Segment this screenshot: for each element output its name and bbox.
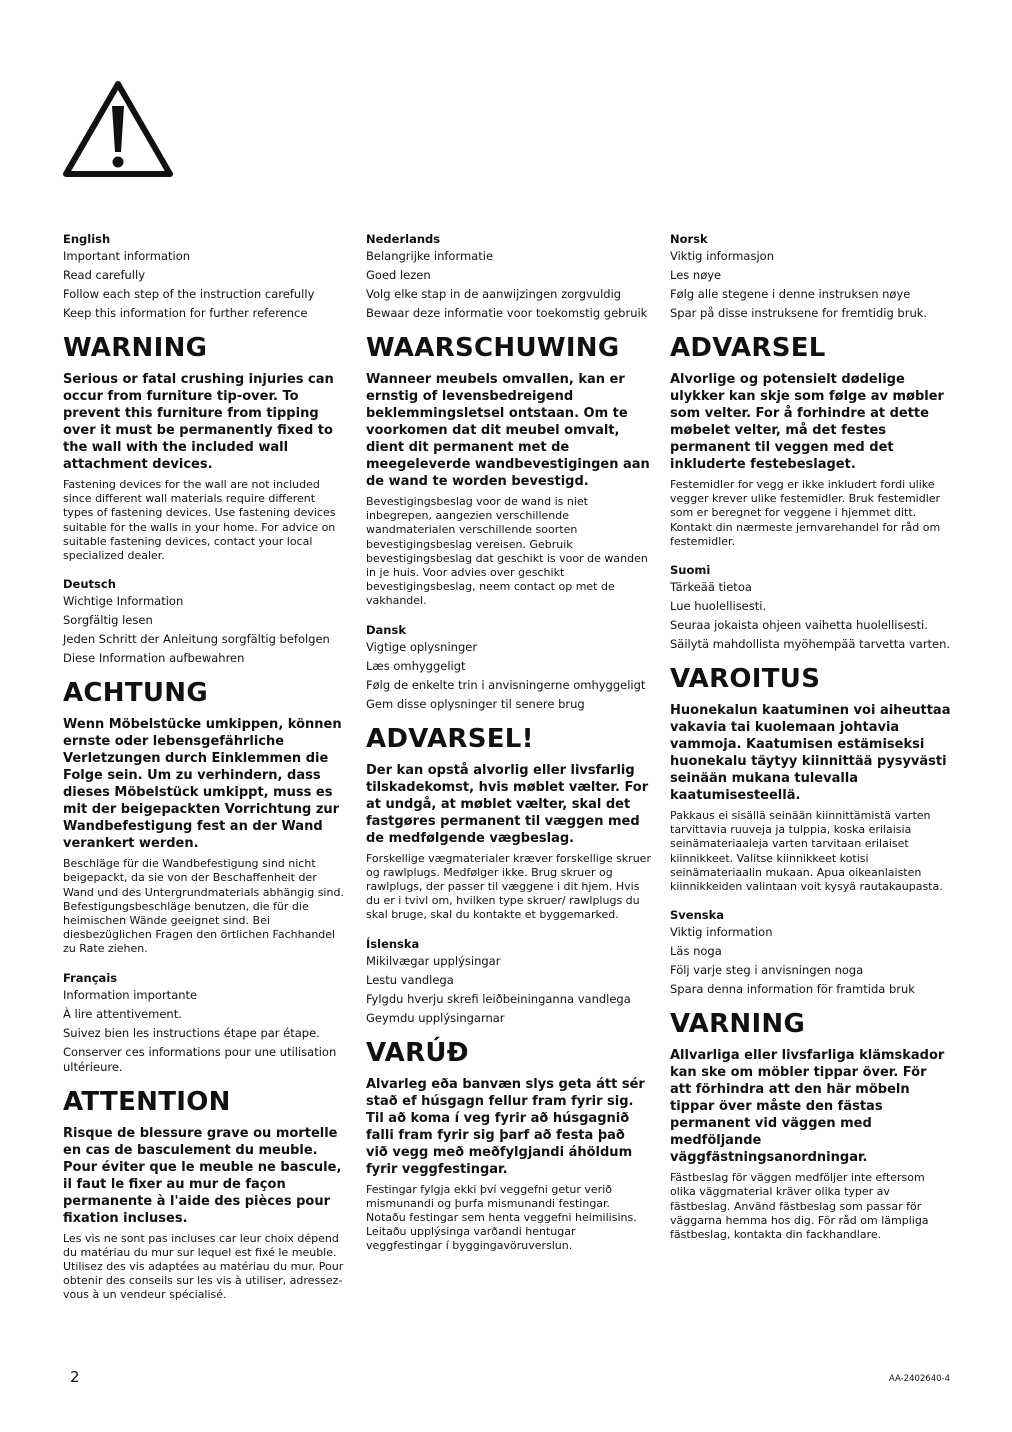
warning-body: Pakkaus ei sisällä seinään kiinnittämistä varten tarvittavia ruuveja ja tulppia, koska erilaisia seinämateriaaleja varten tarvitaan erilaiset kiinnikkeet. Valitse kiinnikkeet kotisi seinämateriaalin mukaan. Apua oikeanlaisten kiinnikkeiden valintaan voit kysyä rautakaupasta. xyxy=(670,809,943,894)
info-line: Diese Information aufbewahren xyxy=(63,651,245,666)
warning-body: Les vis ne sont pas incluses car leur choix dépend du matériau du mur sur lequel est fixé le meuble. Utilisez des vis adaptées au matériau du mur. Pour obtenir des conseils sur les vis à utiliser, adressez-vous à un vendeur spécialisé. xyxy=(63,1231,344,1302)
info-line: Follow each step of the instruction carefully xyxy=(63,287,315,301)
info-line: Important information xyxy=(63,249,191,263)
section-nederlands xyxy=(366,232,651,609)
warning-body: Bevestigingsbeslag voor de wand is niet inbegrepen, aangezien verschillende wandmaterialen verschillende soorten bevestigingsbeslag vereisen. Gebruik bevestigingsbeslag dat geschikt is voor de wanden in je huis. Voor advies over geschikt bevestigingsbeslag, neem contact op met de vakhandel. xyxy=(366,495,648,608)
info-line: Les nøye xyxy=(670,268,722,282)
warning-lead: Alvarleg eða banvæn slys geta átt sér stað ef húsgagn fellur fram fyrir sig. Til að koma í veg fyrir að húsgagnið falli fram fyrir sig þarf að festa það við vegg með meðfylgjandi áhöldum fyrir veggfestingar. xyxy=(366,1076,645,1177)
warning-body: Fästbeslag för väggen medföljer inte eftersom olika väggmaterial kräver olika typer av fästbeslag. Använd fästbeslag som passar för väggarna hemma hos dig. För råd om lämpliga fästbeslag, kontakta din fackhandlare. xyxy=(670,1171,929,1242)
info-line: Viktig information xyxy=(670,925,773,940)
language-heading: Suomi xyxy=(670,563,711,578)
warning-title: ATTENTION xyxy=(63,1086,231,1117)
language-heading: Svenska xyxy=(670,908,725,923)
info-line: Seuraa jokaista ohjeen vaihetta huolellisesti. xyxy=(670,618,928,633)
info-line: Viktig informasjon xyxy=(670,249,774,263)
warning-lead: Wenn Möbelstücke umkippen, können ernste oder lebensgefährliche Verletzungen durch Einklemmen die Folge sein. Um zu verhindern, dass dieses Möbelstück umkippt, muss es mit der beigepackten Vorrichtung zur Wandbefestigung fest an der Wand verankert werden. xyxy=(63,717,342,852)
section-deutsch xyxy=(63,577,348,956)
info-line: Suivez bien les instructions étape par étape. xyxy=(63,1025,320,1040)
page-number: 2 xyxy=(70,1368,80,1386)
warning-lead: Allvarliga eller livsfarliga klämskador kan ske om möbler tippar över. För att förhindra att den här möbeln tippar över måste den fästas permanent vid väggen med medföljande väggfästningsanordningar. xyxy=(670,1048,945,1166)
warning-title: VARNING xyxy=(670,1009,806,1040)
section-norsk xyxy=(670,232,952,549)
warning-title: VARÚÐ xyxy=(366,1037,469,1068)
info-line: Læs omhyggeligt xyxy=(366,658,466,673)
warning-title: WARNING xyxy=(63,333,208,363)
warning-lead: Serious or fatal crushing injuries can occur from furniture tip-over. To prevent this furniture from tipping over it must be permanently fixed to the wall with the included wall attachment devices. xyxy=(63,372,334,472)
info-line: Fylgdu hverju skrefi leiðbeininganna vandlega xyxy=(366,991,631,1006)
language-heading: Norsk xyxy=(670,232,708,246)
info-line: Tärkeää tietoa xyxy=(670,580,752,595)
language-heading: Deutsch xyxy=(63,577,116,592)
info-line: Wichtige Information xyxy=(63,594,184,609)
warning-lead: Risque de blessure grave ou mortelle en cas de basculement du meuble. Pour éviter que le meuble ne bascule, il faut le fixer au mur de façon permanente à l'aide des pièces pour fixation incluses. xyxy=(63,1125,342,1226)
warning-triangle-icon xyxy=(62,80,174,180)
warning-body: Beschläge für die Wandbefestigung sind nicht beigepackt, da sie von der Beschaffenheit der Wand und des Untergrundmaterials abhängig sind. Befestigungsbeschläge benutzen, die für die heimischen Wände geeignet sind. Bei diesbezüglichen Fragen den örtlichen Fachhandel zu Rate ziehen. xyxy=(63,857,344,956)
warning-body: Forskellige vægmaterialer kræver forskellige skruer og rawlplugs. Medfølger ikke. Brug skruer og rawlplugs, der passer til væggene i dit hjem. Hvis du er i tvivl om, hvilken type skruer/ rawlplugs du skal bruge, skal du kontakte et byggemarked. xyxy=(366,851,651,922)
info-line: Conserver ces informations pour une utilisation ultérieure. xyxy=(63,1044,337,1074)
warning-lead: Der kan opstå alvorlig eller livsfarlig tilskadekomst, hvis møblet vælter. For at undgå, at møblet vælter, skal det fastgøres permanent til væggen med de medfølgende vægbeslag. xyxy=(366,762,649,846)
info-line: Lue huolellisesti. xyxy=(670,599,767,614)
info-line: Keep this information for further reference xyxy=(63,306,308,320)
document-code: AA-2402640-4 xyxy=(888,1374,950,1384)
info-line: Läs noga xyxy=(670,944,722,959)
section-francais xyxy=(63,971,348,1303)
info-line: Geymdu upplýsingarnar xyxy=(366,1010,505,1025)
language-heading: Íslenska xyxy=(366,936,420,951)
warning-title: ACHTUNG xyxy=(63,678,209,709)
warning-lead: Alvorlige og potensielt dødelige ulykker kan skje som følge av møbler som velter. For å forhindre at dette møbelet velter, må det festes permanent til veggen med det inkluderte festebeslaget. xyxy=(670,372,944,472)
info-line: Følg alle stegene i denne instruksen nøye xyxy=(670,287,911,301)
section-dansk xyxy=(366,623,651,923)
info-line: Volg elke stap in de aanwijzingen zorgvuldig xyxy=(366,287,622,301)
info-line: Mikilvægar upplýsingar xyxy=(366,953,501,968)
section-islenska xyxy=(366,937,651,1254)
info-line: Belangrijke informatie xyxy=(366,249,494,263)
info-line: Spara denna information för framtida bruk xyxy=(670,982,915,997)
language-heading: English xyxy=(63,232,111,246)
info-line: Read carefully xyxy=(63,268,146,282)
column-1 xyxy=(63,232,348,1303)
info-line: Sorgfältig lesen xyxy=(63,613,153,628)
column-2 xyxy=(366,232,651,1254)
info-line: Följ varje steg i anvisningen noga xyxy=(670,963,864,978)
info-line: Jeden Schritt der Anleitung sorgfältig befolgen xyxy=(63,632,330,647)
language-heading: Français xyxy=(63,970,118,985)
warning-title: ADVARSEL xyxy=(670,333,826,363)
warning-lead: Huonekalun kaatuminen voi aiheuttaa vakavia tai kuolemaan johtavia vammoja. Kaatumisen estämiseksi huonekalu täytyy kiinnittää pysyvästi seinään mukana tulevalla kaatumisesteellä. xyxy=(670,703,951,804)
info-line: Säilytä mahdollista myöhempää tarvetta varten. xyxy=(670,637,951,652)
info-line: Vigtige oplysninger xyxy=(366,639,478,654)
info-line: Information importante xyxy=(63,987,198,1002)
language-heading: Nederlands xyxy=(366,232,441,246)
warning-body: Fastening devices for the wall are not included since different wall materials require different types of fastening devices. Use fastening devices suitable for the walls in your home. For advice on suitable fastening devices, contact your local specialized dealer. xyxy=(63,478,336,563)
column-3 xyxy=(670,232,952,1242)
info-line: Lestu vandlega xyxy=(366,972,454,987)
info-line: Goed lezen xyxy=(366,268,431,282)
info-line: Følg de enkelte trin i anvisningerne omhyggeligt xyxy=(366,677,646,692)
section-english xyxy=(63,232,348,563)
warning-lead: Wanneer meubels omvallen, kan er ernstig of levensbedreigend beklemmingsletsel ontstaan. Om te voorkomen dat dit meubel omvalt, dient dit permanent met de meegeleverde wandbevestigingen aan de wand te worden bevestigd. xyxy=(366,372,650,489)
language-heading: Dansk xyxy=(366,622,406,637)
section-svenska xyxy=(670,908,952,1242)
info-line: Gem disse oplysninger til senere brug xyxy=(366,696,585,711)
section-suomi xyxy=(670,563,952,894)
warning-title: VAROITUS xyxy=(670,664,821,695)
warning-title: WAARSCHUWING xyxy=(366,333,620,363)
warning-body: Festingar fylgja ekki því veggefni getur verið mismunandi og þurfa mismunandi festingar. Notaðu festingar sem henta veggefni heimilisins. Leitaðu upplýsinga varðandi hentugar veggfestingar í byggingavöruverslun. xyxy=(366,1182,637,1253)
warning-body: Festemidler for vegg er ikke inkludert fordi ulike vegger krever ulike festemidler. Bruk festemidler som er beregnet for veggene i hjemmet ditt. Kontakt din nærmeste jernvarehandel for råd om festemidler. xyxy=(670,478,941,548)
info-line: Spar på disse instruksene for fremtidig bruk. xyxy=(670,306,928,320)
info-line: À lire attentivement. xyxy=(63,1006,182,1021)
warning-title: ADVARSEL! xyxy=(366,723,534,754)
info-line: Bewaar deze informatie voor toekomstig gebruik xyxy=(366,306,648,320)
